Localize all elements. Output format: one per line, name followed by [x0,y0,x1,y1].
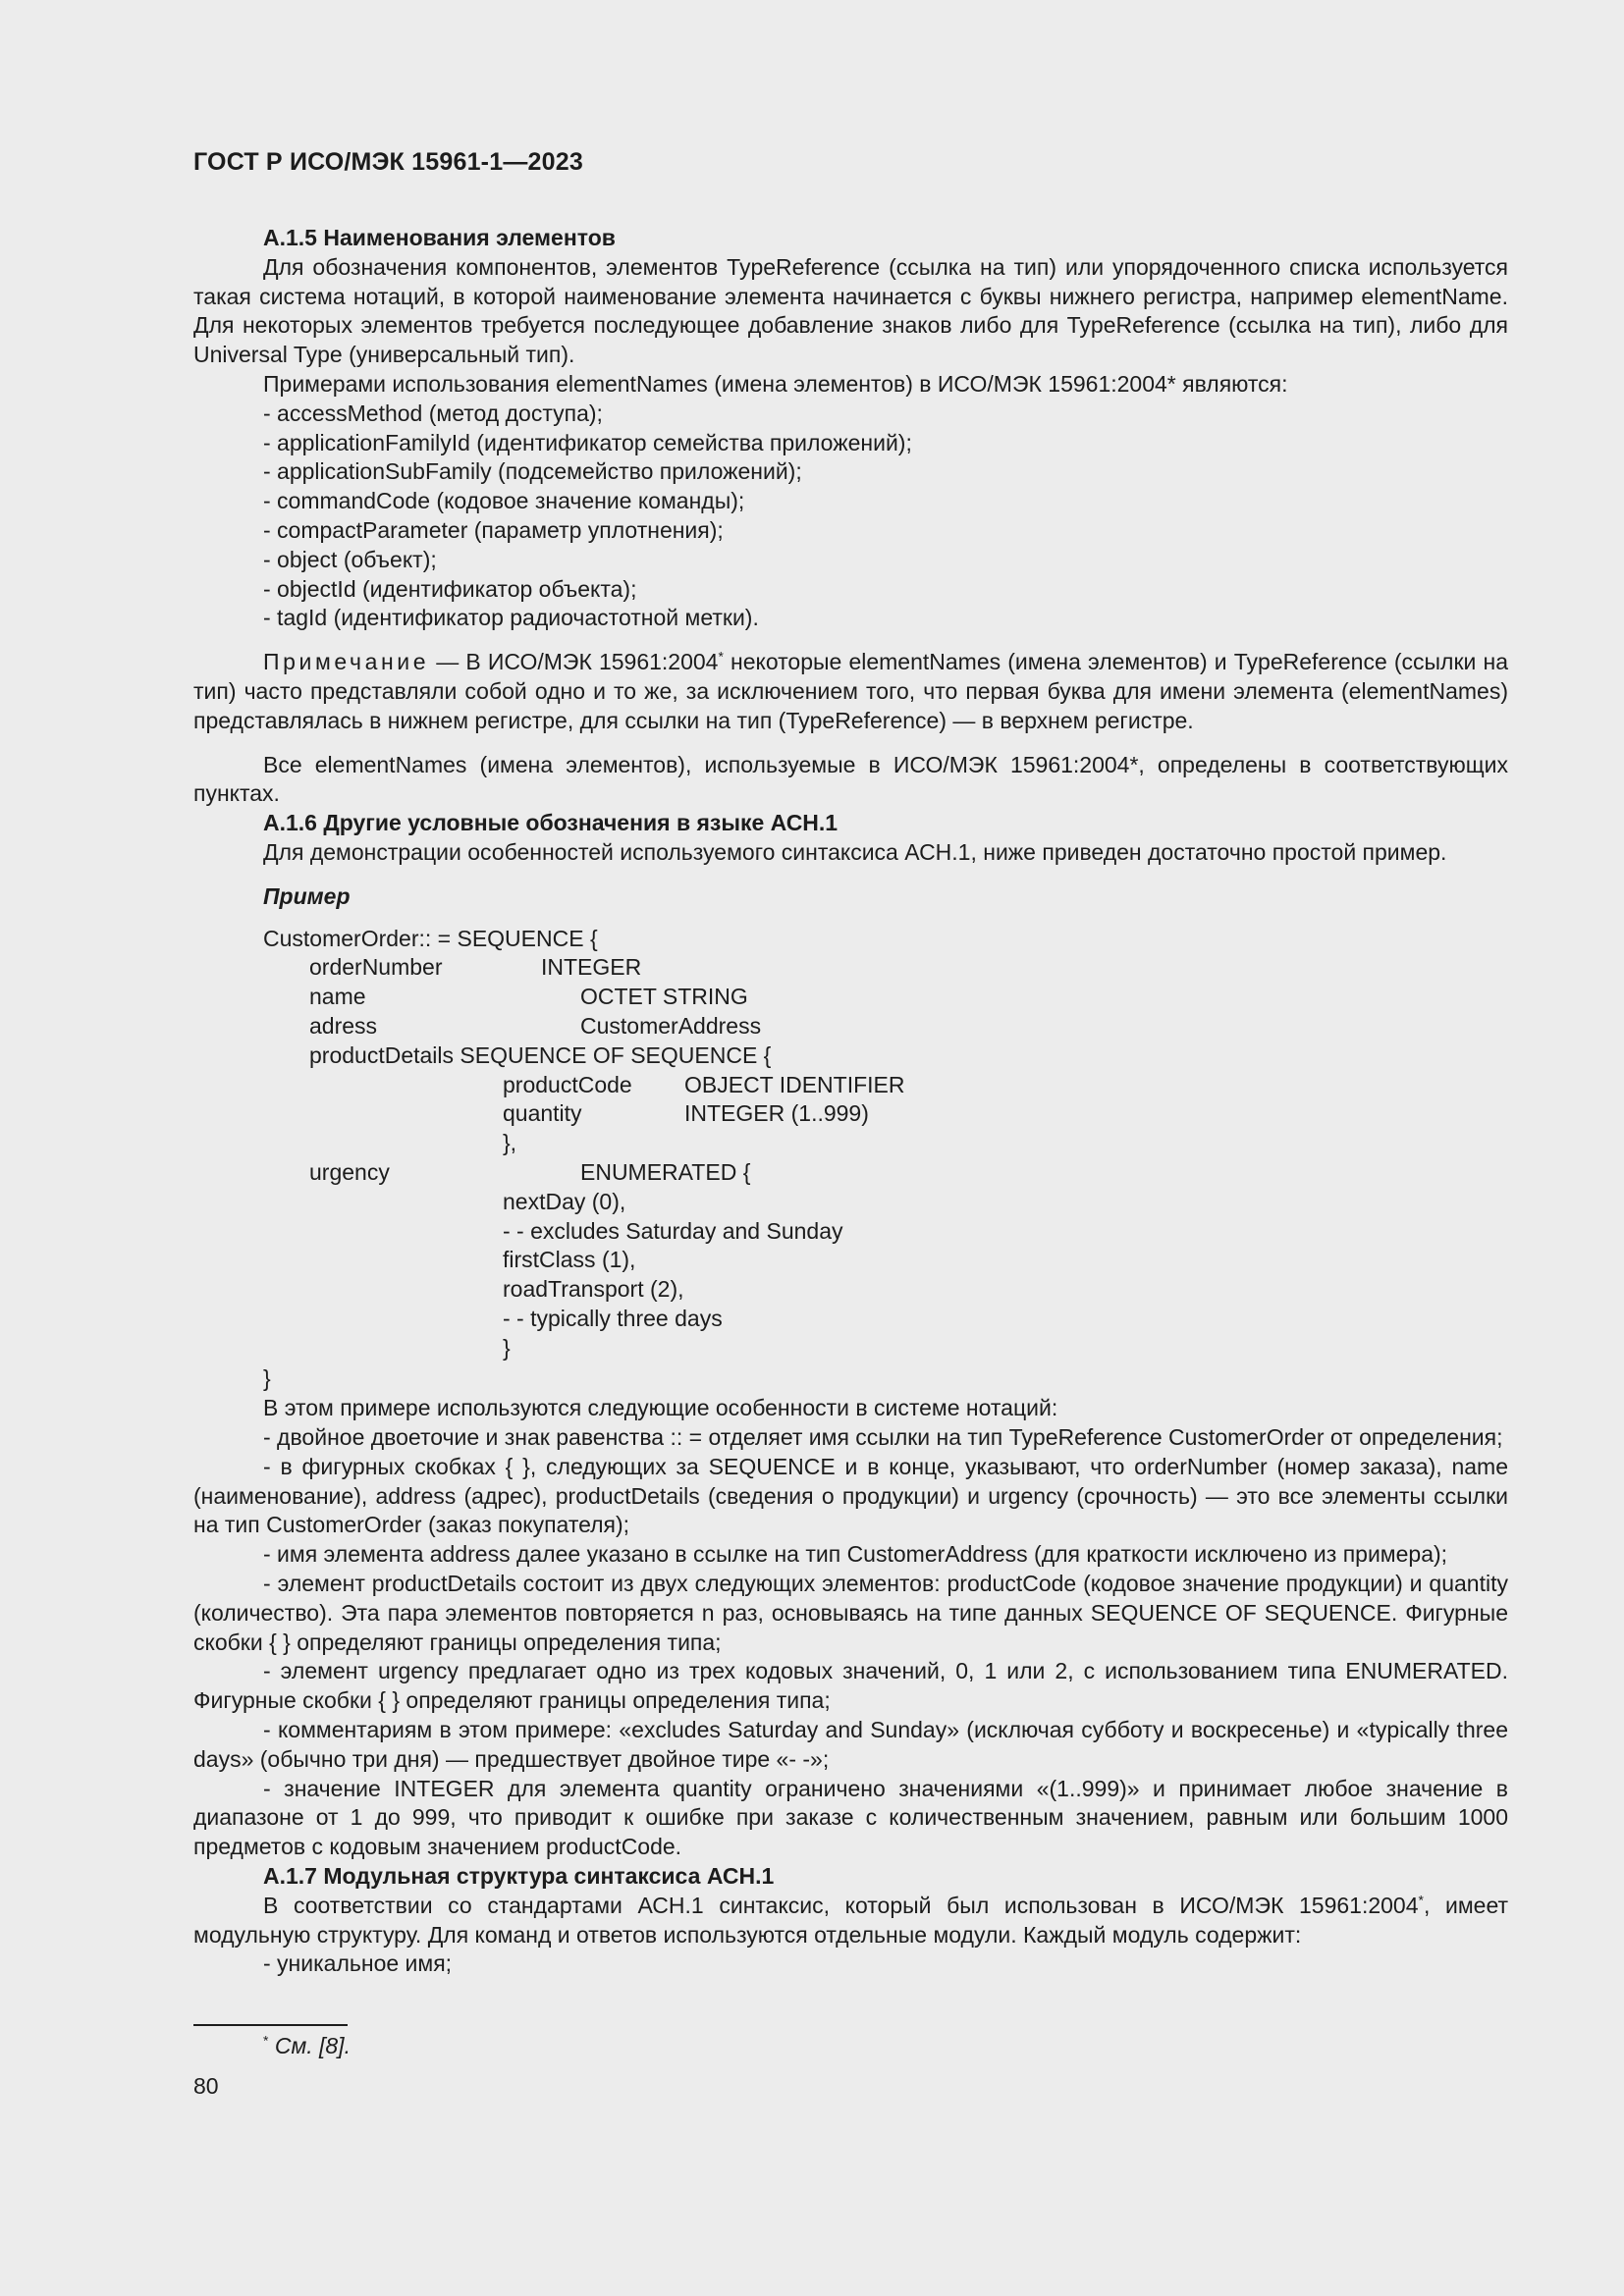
footnote-divider [193,2024,348,2026]
code-line [193,1099,1508,1129]
note-text: — В ИСО/МЭК 15961:2004 [429,649,719,675]
paragraph: В этом примере используются следующие особенности в системе нотаций: [263,1395,1058,1421]
code-text: - - excludes Saturday and Sunday [503,1217,843,1244]
code-line [193,1158,1508,1188]
list-item: - commandCode (кодовое значение команды); [263,488,745,514]
code-text: - - typically three days [503,1305,723,1331]
code-line [193,1334,1508,1363]
code-line [193,953,1508,983]
list-item: - tagId (идентификатор радиочастотной метки). [263,605,759,631]
code-text: OBJECT IDENTIFIER [684,1071,905,1097]
list-item: - objectId (идентификатор объекта); [263,575,637,602]
list-item: - applicationSubFamily (подсемейство приложений); [263,458,802,485]
code-text: name [309,984,366,1010]
code-text: CustomerAddress [580,1012,762,1039]
code-text: INTEGER (1..999) [684,1100,869,1127]
section-heading-a17: А.1.7 Модульная структура синтаксиса АСН.1 [263,1863,775,1890]
code-text: } [503,1334,511,1361]
code-text: urgency [309,1158,390,1185]
paragraph: Для демонстрации особенностей используемого синтаксиса АСН.1, ниже приведен достаточно простой пример. [263,838,1447,865]
code-text: roadTransport (2), [503,1276,684,1303]
code-line [193,1041,1508,1071]
footnote-text: См. [8]. [268,2033,351,2058]
code-line [193,1071,1508,1100]
code-text: productCode [503,1071,632,1097]
paragraph-text: В соответствии со стандартами АСН.1 синтаксис, который был использован в ИСО/МЭК 15961:2004 [263,1892,1419,1918]
page-number: 80 [193,2073,219,2099]
list-item: - элемент productDetails состоит из двух следующих элементов: productCode (кодовое значение продукции) и quantity (количество). Эта пара элементов повторяется n раз, основываясь на типе данных SEQUENCE OF SEQUENCE. Фигурные скобки { } определяют границы определения типа; [193,1571,1508,1655]
note-label: Примечание [263,649,430,675]
list-item: - applicationFamilyId (идентификатор семейства приложений); [263,429,912,455]
list-item: - в фигурных скобках { }, следующих за SEQUENCE и в конце, указывают, что orderNumber (номер заказа), name (наименование), address (адрес), productDetails (сведения о продукции) и urgency (срочность) — это все элементы ссылки на тип CustomerOrder (заказ покупателя); [193,1453,1508,1538]
code-line [193,1305,1508,1334]
code-line [193,1275,1508,1305]
example-label: Пример [263,882,351,909]
paragraph: Примерами использования elementNames (имена элементов) в ИСО/МЭК 15961:2004* являются: [263,370,1288,397]
code-line [193,1246,1508,1275]
paragraph: Для обозначения компонентов, элементов TypeReference (ссылка на тип) или упорядоченного списка используется такая система нотаций, в которой наименование элемента начинается с буквы нижнего регистра, например elementName. Для некоторых элементов требуется последующее добавление знаков либо для TypeReference (ссылка на тип), либо для Universal Type (универсальный тип). [193,253,1508,368]
note-text: некоторые elementNames (имена элементов) и TypeReference (ссылки на тип) часто представляли собой одно и то же, за исключением того, что первая буква для имени элемента (elementNames) представлялась в нижнем регистре, для ссылки на тип (TypeReference) — в верхнем регистре. [193,649,1508,733]
code-line [193,983,1508,1012]
code-line [193,1188,1508,1217]
list-item: - значение INTEGER для элемента quantity ограничено значениями «(1..999)» и принимает любое значение в диапазоне от 1 до 999, что приводит к ошибке при заказе с количественным значением, равным или большим 1000 предметов с кодовым значением productCode. [193,1775,1508,1860]
paragraph: Все elementNames (имена элементов), используемые в ИСО/МЭК 15961:2004*, определены в соответствующих пунктах. [193,751,1508,807]
list-item: - compactParameter (параметр уплотнения); [263,516,724,543]
code-text: orderNumber [309,954,443,981]
list-item: - комментариям в этом примере: «excludes Saturday and Sunday» (исключая субботу и воскресенье) и «typically three days» (обычно три дня) — предшествует двойное тире «- -»; [193,1717,1508,1772]
page-header-title: ГОСТ Р ИСО/МЭК 15961-1—2023 [193,148,583,176]
list-item: - уникальное имя; [263,1950,453,1977]
code-text: CustomerOrder:: = SEQUENCE { [263,925,598,951]
footnote-mark: * [1418,1892,1424,1908]
footnote-mark: * [263,2032,269,2049]
code-text: OCTET STRING [580,984,748,1010]
code-example [193,925,1508,1395]
code-text: INTEGER [541,954,642,981]
code-line [193,1012,1508,1041]
list-item: - имя элемента address далее указано в ссылке на тип CustomerAddress (для краткости исключено из примера); [263,1541,1448,1568]
code-text: }, [503,1130,517,1156]
code-line [193,1364,1508,1394]
code-text: firstClass (1), [503,1247,636,1273]
list-item: - двойное двоеточие и знак равенства :: = отделяет имя ссылки на тип TypeReference CustomerOrder от определения; [263,1424,1503,1451]
paragraph [193,1892,1508,1950]
section-heading-a16: А.1.6 Другие условные обозначения в языке АСН.1 [263,810,839,836]
code-line [193,1217,1508,1247]
code-line [193,925,1508,954]
note-paragraph [193,648,1508,735]
code-text: productDetails SEQUENCE OF SEQUENCE { [309,1041,772,1068]
code-text: } [263,1365,271,1392]
section-heading-a15: А.1.5 Наименования элементов [263,225,616,250]
list-item: - object (объект); [263,546,437,572]
code-text: quantity [503,1100,582,1127]
code-text: nextDay (0), [503,1188,626,1214]
code-line [193,1129,1508,1158]
code-text: adress [309,1012,378,1039]
footnote [263,2032,351,2060]
code-text: ENUMERATED { [580,1158,751,1185]
list-item: - accessMethod (метод доступа); [263,400,603,426]
paragraph-text: , имеет модульную структуру. Для команд и ответов используются отдельные модули. Каждый модуль содержит: [193,1892,1508,1948]
list-item: - элемент urgency предлагает одно из трех кодовых значений, 0, 1 или 2, с использованием типа ENUMERATED. Фигурные скобки { } определяют границы определения типа; [193,1658,1508,1714]
page-content [193,224,1508,1979]
footnote-mark: * [718,648,724,665]
